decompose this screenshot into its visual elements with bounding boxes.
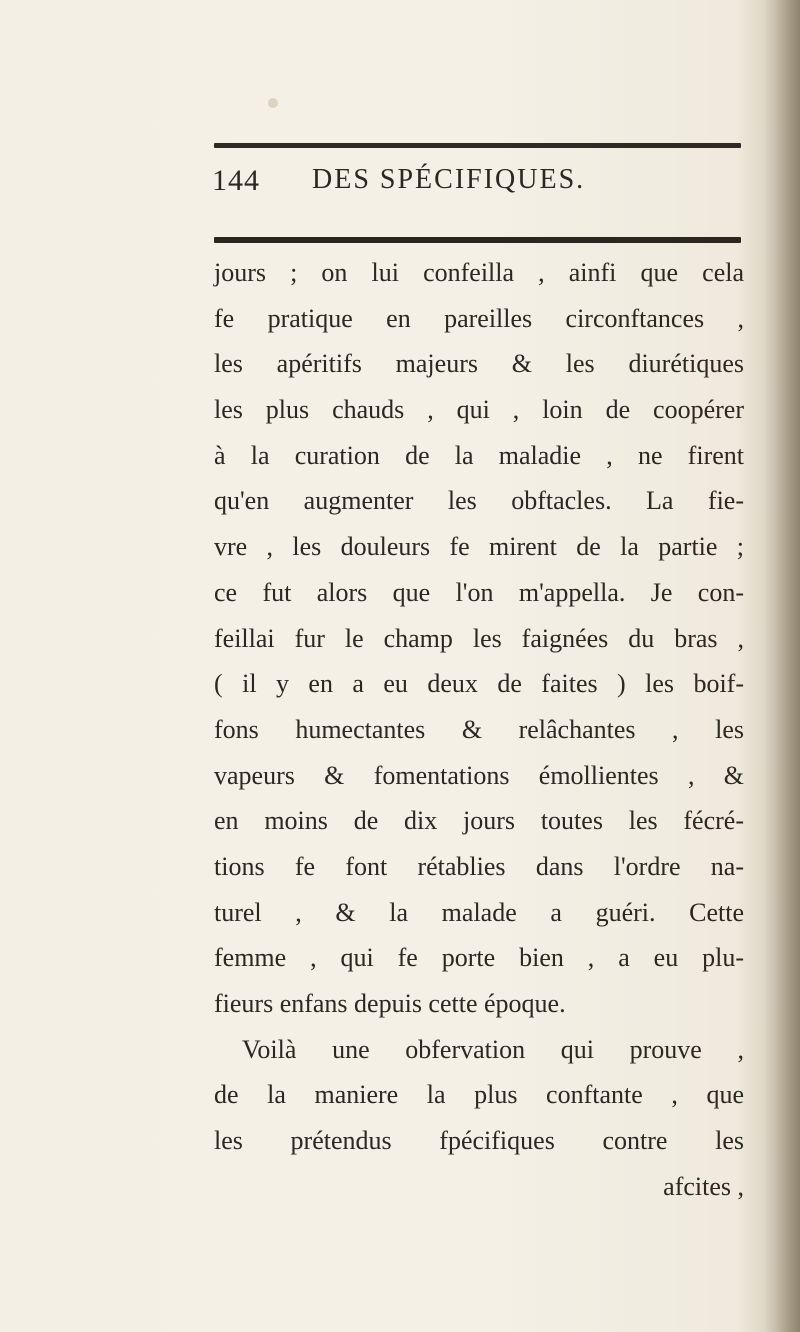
text-line: vapeurs & fomentations émollientes , & [214, 760, 744, 790]
running-head: DES SPÉCIFIQUES. [312, 164, 586, 195]
text-line: fieurs enfans depuis cette époque. [214, 989, 566, 1018]
text-line: de la maniere la plus conftante , que [214, 1080, 744, 1110]
text-line: femme , qui fe porte bien , a eu plu- [214, 943, 744, 973]
text-line: feillai fur le champ les faignées du bras , [214, 623, 744, 653]
text-line: Voilà une obfervation qui prouve , [242, 1034, 744, 1064]
text-line: les prétendus fpécifiques contre les [214, 1126, 744, 1156]
text-line: tions fe font rétablies dans l'ordre na- [214, 851, 744, 881]
text-line: vre , les douleurs fe mirent de la partie ; [214, 532, 744, 562]
text-line: à la curation de la maladie , ne firent [214, 440, 744, 470]
text-line: les plus chauds , qui , loin de coopérer [214, 395, 744, 425]
text-line: jours ; on lui confeilla , ainfi que cela [214, 258, 744, 287]
text-line: afcites , [663, 1171, 744, 1201]
text-line: ce fut alors que l'on m'appella. Je con- [214, 577, 744, 607]
text-line: en moins de dix jours toutes les fécré- [214, 806, 744, 836]
text-line: turel , & la malade a guéri. Cette [214, 897, 744, 927]
ink-smudge [268, 98, 278, 108]
page-number: 144 [212, 164, 260, 197]
page-header [212, 160, 752, 206]
text-line: fons humectantes & relâchantes , les [214, 714, 744, 744]
text-line: les apéritifs majeurs & les diurétiques [214, 349, 744, 379]
header-rule-top [214, 143, 741, 148]
text-line: fe pratique en pareilles circonftances , [214, 303, 744, 333]
text-line: ( il y en a eu deux de faites ) les boif- [214, 669, 744, 699]
header-rule-bottom [214, 237, 741, 243]
text-line: qu'en augmenter les obftacles. La fie- [214, 486, 744, 516]
body-text [214, 250, 744, 1209]
page-gutter-shadow [764, 0, 800, 1332]
